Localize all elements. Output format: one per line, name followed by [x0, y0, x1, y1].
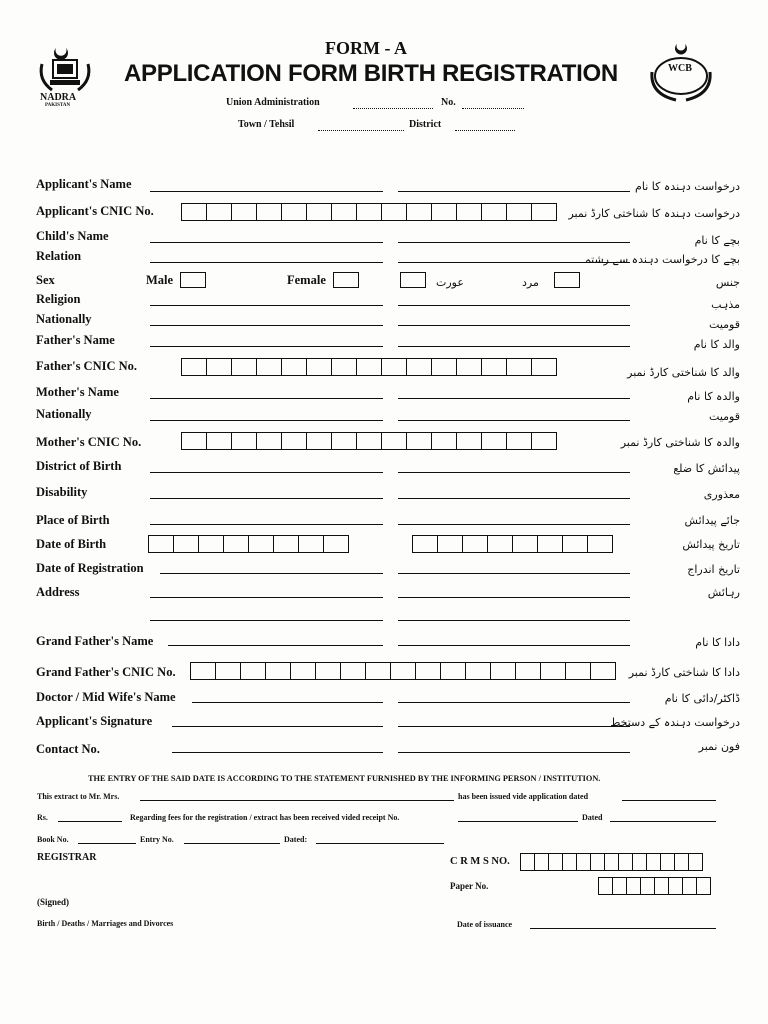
fees-label: Regarding fees for the registration / extract has been received vided receipt No.	[130, 813, 400, 822]
disability-label: Disability	[36, 485, 88, 499]
town-label: Town / Tehsil	[238, 119, 295, 130]
doctor-urdu-label: ڈاکٹر/دائی کا نام	[664, 692, 740, 705]
entry-label: Entry No.	[140, 835, 174, 844]
date-reg-field[interactable]	[160, 573, 383, 574]
disability-urdu-label: معذوری	[703, 488, 740, 501]
child-name-field[interactable]	[150, 242, 383, 243]
mother-name-label: Mother's Name	[36, 385, 119, 399]
sex-urdu-label: جنس	[715, 276, 740, 289]
district-birth-label: District of Birth	[36, 459, 122, 473]
nationally-field[interactable]	[150, 325, 383, 326]
registrar-label: REGISTRAR	[37, 852, 97, 863]
date-birth-urdu-label: تاریخ پیدائش	[682, 538, 740, 551]
gf-name-field[interactable]	[168, 645, 383, 646]
date-reg-urdu-field[interactable]	[398, 573, 630, 574]
address-urdu-label: رہائش	[707, 586, 740, 599]
signature-urdu-field[interactable]	[398, 726, 630, 727]
child-name-urdu-label: بچے کا نام	[694, 234, 740, 247]
nationally-urdu-label: قومیت	[709, 318, 740, 331]
religion-urdu-field[interactable]	[398, 305, 630, 306]
paper-label: Paper No.	[450, 881, 489, 891]
issuance-label: Date of issuance	[457, 920, 513, 929]
issuance-field[interactable]	[530, 928, 716, 929]
father-name-field[interactable]	[150, 346, 383, 347]
male-urdu-label: مرد	[522, 276, 539, 289]
applicant-name-field[interactable]	[150, 191, 383, 192]
gf-cnic-boxes[interactable]	[190, 662, 615, 680]
father-cnic-label: Father's CNIC No.	[36, 359, 138, 373]
applicant-name-label: Applicant's Name	[36, 177, 132, 191]
mother-nationally-urdu-label: قومیت	[709, 410, 740, 423]
book-field[interactable]	[78, 843, 136, 844]
signature-urdu-label: درخواست دہندہ کے دستخط	[610, 716, 740, 729]
gf-name-label: Grand Father's Name	[36, 634, 154, 648]
religion-field[interactable]	[150, 305, 383, 306]
date-birth-boxes[interactable]	[148, 535, 348, 553]
place-birth-label: Place of Birth	[36, 513, 110, 527]
applicant-name-urdu-label: درخواست دہندہ کا نام	[635, 180, 740, 193]
mother-cnic-boxes[interactable]	[181, 432, 556, 450]
nationally-urdu-field[interactable]	[398, 325, 630, 326]
address-field-2[interactable]	[150, 620, 383, 621]
female-label: Female	[287, 273, 326, 287]
disability-field[interactable]	[150, 498, 383, 499]
address-urdu-field-1[interactable]	[398, 597, 630, 598]
signed-label: (Signed)	[37, 897, 70, 907]
wcb-logo	[646, 42, 716, 106]
gf-name-urdu-field[interactable]	[398, 645, 630, 646]
district-label: District	[409, 119, 442, 130]
doctor-urdu-field[interactable]	[398, 702, 630, 703]
gf-cnic-urdu-label: دادا کا شناختی کارڈ نمبر	[628, 666, 740, 679]
religion-urdu-label: مذہب	[711, 298, 740, 311]
crms-boxes[interactable]	[520, 853, 702, 871]
date-birth-urdu-boxes[interactable]	[412, 535, 612, 553]
doctor-field[interactable]	[192, 702, 383, 703]
female-urdu-checkbox[interactable]	[400, 272, 426, 288]
place-birth-urdu-label: جائے پیدائش	[684, 514, 740, 527]
sex-label: Sex	[36, 273, 55, 287]
issued-date-field[interactable]	[622, 800, 716, 801]
relation-label: Relation	[36, 249, 82, 263]
extract-label: This extract to Mr. Mrs.	[37, 792, 120, 801]
contact-urdu-field[interactable]	[398, 752, 630, 753]
book-label: Book No.	[37, 835, 69, 844]
nadra-logo-text: NADRA	[40, 92, 77, 103]
father-name-urdu-label: والد کا نام	[693, 338, 740, 351]
contact-label: Contact No.	[36, 742, 100, 756]
nadra-logo-sub: PAKISTAN	[45, 103, 71, 108]
male-urdu-checkbox[interactable]	[554, 272, 580, 288]
mother-name-field[interactable]	[150, 398, 383, 399]
statement-text: THE ENTRY OF THE SAID DATE IS ACCORDING TO THE STATEMENT FURNISHED BY THE INFORMING PERSON / INSTITUTION.	[88, 774, 601, 783]
date-reg-urdu-label: تاریخ اندراج	[687, 563, 740, 576]
form-number: FORM - A	[325, 38, 407, 58]
dated-label: Dated	[582, 813, 603, 822]
bdmd-label: Birth / Deaths / Marriages and Divorces	[37, 919, 174, 928]
receipt-field[interactable]	[458, 821, 578, 822]
father-cnic-boxes[interactable]	[181, 358, 556, 376]
applicant-cnic-urdu-label: درخواست دہندہ کا شناختی کارڈ نمبر	[568, 207, 740, 220]
extract-field[interactable]	[140, 800, 454, 801]
dated2-label: Dated:	[284, 835, 308, 844]
male-checkbox[interactable]	[180, 272, 206, 288]
no-label: No.	[441, 97, 456, 108]
page-title: APPLICATION FORM BIRTH REGISTRATION	[124, 60, 618, 87]
date-reg-label: Date of Registration	[36, 561, 144, 575]
child-name-urdu-field[interactable]	[398, 242, 630, 243]
mother-cnic-urdu-label: والدہ کا شناختی کارڈ نمبر	[620, 436, 740, 449]
place-birth-urdu-field[interactable]	[398, 524, 630, 525]
issued-label: has been issued vide application dated	[458, 792, 589, 801]
signature-label: Applicant's Signature	[36, 714, 153, 728]
female-checkbox[interactable]	[333, 272, 359, 288]
wcb-logo-text: WCB	[668, 63, 692, 74]
father-name-label: Father's Name	[36, 333, 115, 347]
address-urdu-field-2[interactable]	[398, 620, 630, 621]
address-field-1[interactable]	[150, 597, 383, 598]
applicant-cnic-label: Applicant's CNIC No.	[36, 204, 154, 218]
applicant-cnic-boxes[interactable]	[181, 203, 556, 221]
paper-boxes[interactable]	[598, 877, 710, 895]
town-field[interactable]	[318, 130, 404, 131]
address-label: Address	[36, 585, 80, 599]
mother-nationally-urdu-field[interactable]	[398, 420, 630, 421]
male-label: Male	[146, 273, 174, 287]
date-birth-label: Date of Birth	[36, 537, 107, 551]
place-birth-field[interactable]	[150, 524, 383, 525]
signature-field[interactable]	[172, 726, 383, 727]
contact-field[interactable]	[172, 752, 383, 753]
district-birth-urdu-field[interactable]	[398, 472, 630, 473]
mother-name-urdu-field[interactable]	[398, 398, 630, 399]
gf-name-urdu-label: دادا کا نام	[695, 636, 740, 649]
doctor-label: Doctor / Mid Wife's Name	[36, 690, 176, 704]
mother-name-urdu-label: والدہ کا نام	[687, 390, 740, 403]
disability-urdu-field[interactable]	[398, 498, 630, 499]
union-admin-field[interactable]	[353, 108, 433, 109]
father-name-urdu-field[interactable]	[398, 346, 630, 347]
child-name-label: Child's Name	[36, 229, 109, 243]
district-birth-urdu-label: پیدائش کا ضلع	[673, 462, 740, 475]
union-admin-label: Union Administration	[226, 97, 320, 108]
rs-field[interactable]	[58, 821, 122, 822]
crms-label: C R M S NO.	[450, 856, 510, 867]
relation-urdu-label: بچے کا درخواست دہندہ سے رشتہ	[584, 253, 740, 266]
mother-nationally-field[interactable]	[150, 420, 383, 421]
nationally-label: Nationally	[36, 312, 92, 326]
applicant-name-urdu-field[interactable]	[398, 191, 630, 192]
district-birth-field[interactable]	[150, 472, 383, 473]
mother-cnic-label: Mother's CNIC No.	[36, 435, 142, 449]
rs-label: Rs.	[37, 813, 48, 822]
gf-cnic-label: Grand Father's CNIC No.	[36, 665, 176, 679]
female-urdu-label: عورت	[436, 276, 464, 289]
mother-nationally-label: Nationally	[36, 407, 92, 421]
no-field[interactable]	[462, 108, 524, 109]
relation-field[interactable]	[150, 262, 383, 263]
dated-field[interactable]	[610, 821, 716, 822]
religion-label: Religion	[36, 292, 81, 306]
district-field[interactable]	[455, 130, 515, 131]
father-cnic-urdu-label: والد کا شناختی کارڈ نمبر	[627, 366, 740, 379]
entry-field[interactable]	[184, 843, 280, 844]
contact-urdu-label: فون نمبر	[698, 740, 740, 753]
dated2-field[interactable]	[316, 843, 444, 844]
